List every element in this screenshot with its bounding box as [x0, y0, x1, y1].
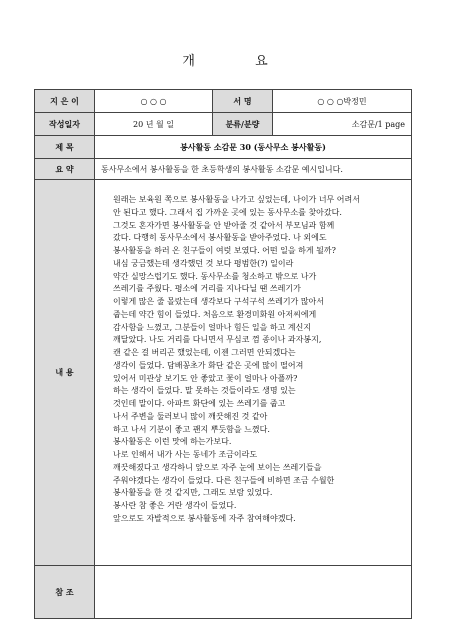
content-line: 깨끗해졌다고 생각하니 앞으로 자주 눈에 보이는 쓰레기들을: [113, 462, 322, 472]
content-line: 주워야겠다는 생각이 들었다. 다른 친구들에 비하면 조금 수월한: [113, 475, 335, 485]
content-line: 나로 인해서 내가 사는 동네가 조금이라도: [113, 450, 258, 459]
date-value: 20 년 월 일: [95, 113, 213, 136]
summary-row: [35, 159, 412, 180]
content-line: 있어서 미관상 보기도 안 좋았고 꽃이 얼마나 아플까?: [113, 373, 298, 383]
category-label: 분류/분량: [213, 113, 273, 136]
content-label: 내 용: [35, 180, 95, 566]
date-row: [35, 113, 412, 136]
content-line: 이렇게 많은 줄 몰랐는데 생각보다 구석구석 쓰레기가 많아서: [113, 297, 324, 306]
content-line: 하는 생각이 들었다. 말 못하는 것들이라도 생명 있는: [113, 386, 296, 396]
content-line: 봉사란 참 좋은 거란 생각이 들었다.: [113, 501, 237, 510]
content-line: 깨달았다. 나도 거리를 다니면서 무심코 껌 종이나 과자봉지,: [113, 335, 322, 345]
content-line: 캔 같은 걸 버리곤 했었는데, 이젠 그러면 안되겠다는: [113, 348, 296, 357]
content-body: [95, 180, 412, 566]
content-line: 것인데 말이다. 아파트 화단에 있는 쓰레기를 줍고: [113, 399, 286, 408]
summary-text: 동사무소에서 봉사활동을 한 초등학생의 봉사활동 소감문 예시입니다.: [95, 159, 412, 180]
content-line: 앞으로도 자발적으로 봉사활동에 자주 참여해야겠다.: [113, 513, 296, 523]
category-value: 소감문/1 page: [273, 113, 412, 136]
reference-row: [35, 566, 412, 619]
reference-value: [95, 566, 412, 619]
content-line: 봉사활동은 이런 맛에 하는가보다.: [113, 437, 232, 447]
content-line: 봉사활동을 한 것 같지만, 그래도 보람 있었다.: [113, 488, 273, 498]
content-line: 안 된다고 했다. 그래서 집 가까운 곳에 있는 동사무소를 찾아갔다.: [113, 207, 342, 217]
content-line: 약간 실망스럽기도 했다. 동사무소를 청소하고 밖으로 나가: [113, 271, 317, 281]
title-row: [35, 136, 412, 159]
content-line: 원래는 보육원 쪽으로 봉사활동을 나가고 싶었는데, 나이가 너무 어려서: [113, 195, 360, 204]
summary-label: 요 약: [35, 159, 95, 180]
author-row: [35, 90, 412, 113]
content-line: 봉사활동을 하러 온 친구들이 여럿 보였다. 어떤 일을 하게 될까?: [113, 246, 336, 255]
date-label: 작성일자: [35, 113, 95, 136]
content-line: 쓰레기를 주웠다. 평소에 거리를 지나다닐 땐 쓰레기가: [113, 284, 301, 294]
reference-label: 참 조: [35, 566, 95, 619]
author-label: 지 은 이: [35, 90, 95, 113]
writer-value: ○ ○ ○박정민: [273, 90, 412, 113]
summary-form-table: [34, 89, 412, 619]
writer-label: 서 명: [213, 90, 273, 113]
author-value: ○ ○ ○: [95, 90, 213, 113]
page-title: 개 요: [182, 54, 296, 69]
content-line: 내심 궁금했는데 생각했던 것 보다 평범한(?) 일이라: [113, 258, 294, 268]
content-line: 나서 주변을 둘러보니 많이 깨끗해진 것 같아: [113, 411, 268, 421]
content-line: 그것도 혼자가면 봉사활동을 안 받아줄 것 같아서 부모님과 함께: [113, 220, 335, 230]
title-label: 제 목: [35, 136, 95, 159]
content-row: [35, 180, 412, 566]
content-line: 갔다. 다행히 동사무소에서 봉사활동을 받아주었다. 나 외에도: [113, 233, 327, 243]
content-line: 줍는데 약간 힘이 들었다. 처음으로 환경미화원 아저씨에게: [113, 309, 317, 319]
content-line: 하고 나서 기분이 좋고 괜지 뿌듯함을 느꼈다.: [113, 424, 270, 434]
document-title: 봉사활동 소감문 30 (동사무소 봉사활동): [95, 136, 412, 159]
content-line: 생각이 들었다. 담배꽁초가 화단 같은 곳에 많이 떨어져: [113, 360, 304, 370]
content-line: 감사함을 느꼈고, 그분들이 얼마나 힘든 일을 하고 계신지: [113, 322, 312, 332]
